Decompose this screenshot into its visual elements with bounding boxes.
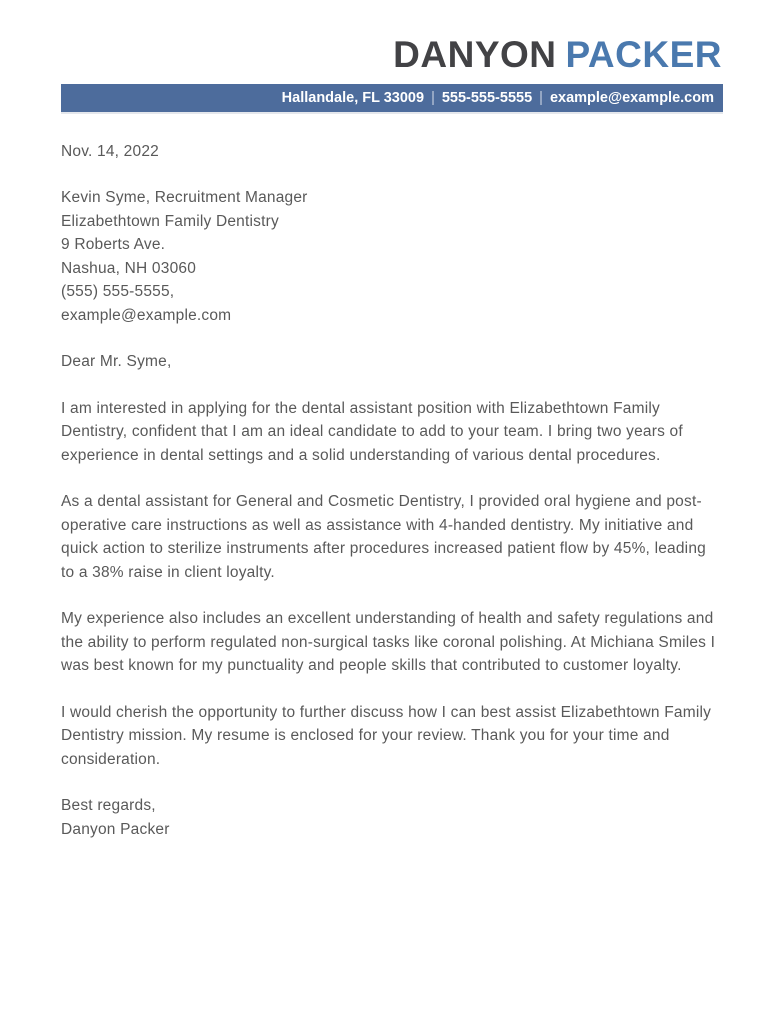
- candidate-name: [61, 34, 723, 77]
- salutation: Dear Mr. Syme,: [61, 353, 172, 371]
- body-paragraph: My experience also includes an excellent understanding of health and safety regulations and the ability to perform regulated non-surgical tasks like coronal polishing. At Michiana Smiles I was best known for my punctuality and people skills that contributed to customer loyalty.: [61, 610, 716, 675]
- contact-email: example@example.com: [549, 89, 714, 106]
- contact-separator: |: [431, 89, 435, 106]
- candidate-first-name: DANYON: [393, 34, 557, 75]
- signature: Danyon Packer: [61, 820, 170, 838]
- recipient-line: Elizabethtown Family Dentistry: [61, 212, 279, 230]
- recipient-line: 9 Roberts Ave.: [61, 236, 166, 254]
- candidate-last-name: PACKER: [565, 34, 722, 75]
- recipient-line: example@example.com: [61, 306, 232, 324]
- body-paragraph: I am interested in applying for the dental assistant position with Elizabethtown Family Dentistry, confident that I am an ideal candidate to add to your team. I bring two years of experience in dental settings and a solid understanding of various dental procedures.: [61, 399, 683, 464]
- letter-body: [61, 140, 723, 842]
- letter-header: [61, 34, 723, 112]
- body-paragraph: I would cherish the opportunity to further discuss how I can best assist Elizabethtown Family Dentistry mission. My resume is enclosed for your review. Thank you for your time and consideration.: [61, 703, 712, 768]
- contact-separator: |: [539, 89, 543, 106]
- recipient-block: [61, 186, 723, 327]
- recipient-line: Nashua, NH 03060: [61, 259, 197, 277]
- letter-date: Nov. 14, 2022: [61, 142, 159, 160]
- contact-location: Hallandale, FL 33009: [281, 89, 425, 106]
- closing: Best regards,: [61, 797, 156, 815]
- contact-bar: [61, 84, 723, 112]
- contact-phone: 555-555-5555: [441, 89, 533, 106]
- recipient-line: Kevin Syme, Recruitment Manager: [61, 189, 308, 207]
- body-paragraph: As a dental assistant for General and Cosmetic Dentistry, I provided oral hygiene and post-operative care instructions as well as assistance with 4-handed dentistry. My initiative and quick action to sterilize instruments after procedures increased patient flow by 45%, leading to a 38% raise in client loyalty.: [61, 493, 706, 581]
- recipient-line: (555) 555-5555,: [61, 283, 175, 301]
